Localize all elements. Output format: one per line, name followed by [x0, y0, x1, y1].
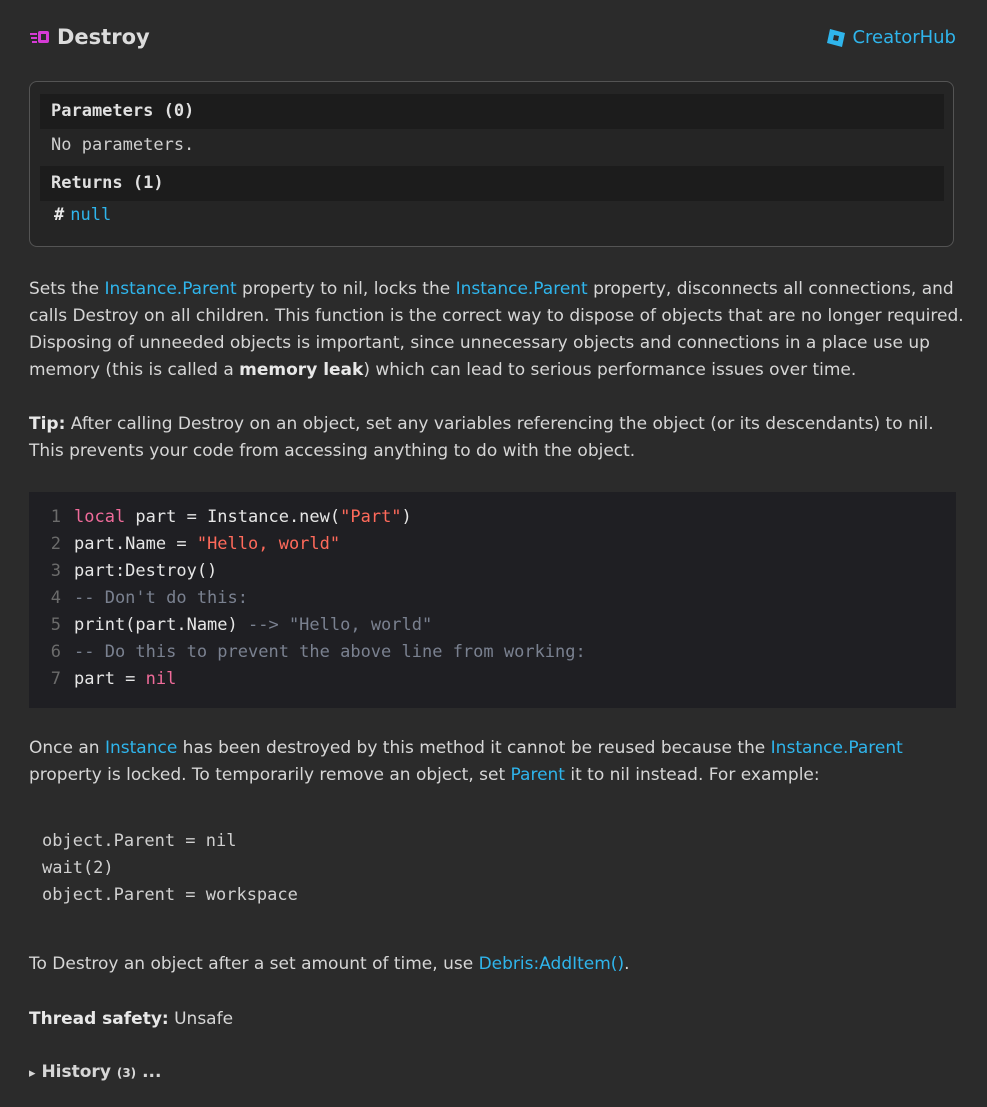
- line-number: 5: [50, 615, 61, 635]
- code-text: part =: [74, 669, 146, 689]
- debris-additem-link[interactable]: Debris:AddItem(): [478, 954, 625, 974]
- code-comment: -- Don't do this:: [74, 588, 248, 608]
- text: Sets the: [29, 279, 105, 299]
- line-number: 1: [50, 507, 61, 527]
- text: it to nil instead. For example:: [564, 765, 820, 785]
- memory-leak-bold: memory leak: [239, 360, 364, 380]
- page-title: Destroy: [57, 25, 150, 49]
- text: property to nil, locks the: [236, 279, 456, 299]
- code-string: "Hello, world": [196, 534, 341, 554]
- creatorhub-link[interactable]: [826, 27, 956, 48]
- code-block: [29, 492, 956, 708]
- debris-paragraph: [29, 951, 964, 978]
- line-number: 7: [50, 669, 61, 689]
- code-text: ): [401, 507, 412, 527]
- code-comment: --> "Hello, world": [248, 615, 433, 635]
- instance-parent-link[interactable]: Instance.Parent: [104, 279, 237, 299]
- line-number: 4: [50, 588, 61, 608]
- code-string: "Part": [340, 507, 402, 527]
- code-text: part.Name =: [74, 534, 197, 554]
- example-code: [42, 828, 298, 909]
- text: property, disconnects all connections, and calls Destroy on all children. This function is the correct way to dispose of objects that are no longer required. Disposing of unneeded objects is important, since unnecessary objects and connections in a place use up memory (this is called a: [29, 279, 964, 380]
- signature-box: [29, 81, 954, 247]
- code-line: [29, 639, 586, 666]
- instance-parent-link[interactable]: Instance.Parent: [455, 279, 588, 299]
- return-value: [54, 205, 111, 225]
- code-text: print(part.Name): [74, 615, 248, 635]
- code-keyword: local: [74, 507, 126, 527]
- description-paragraph: [29, 276, 964, 384]
- code-keyword: nil: [145, 669, 177, 689]
- return-type-link[interactable]: null: [70, 205, 112, 225]
- creatorhub-label: CreatorHub: [852, 27, 956, 48]
- history-ellipsis: ...: [142, 1062, 162, 1082]
- parameters-text: No parameters.: [51, 135, 195, 155]
- history-toggle[interactable]: [29, 1062, 161, 1082]
- thread-safety-label: Thread safety:: [29, 1009, 169, 1029]
- thread-safety-value: Unsafe: [174, 1009, 234, 1029]
- return-hash-symbol: #: [54, 205, 65, 225]
- example-line: wait(2): [42, 858, 114, 878]
- roblox-logo-icon: [826, 28, 846, 48]
- history-label: History: [41, 1062, 111, 1082]
- text: property is locked. To temporarily remove an object, set: [29, 765, 511, 785]
- text: .: [624, 954, 630, 974]
- method-icon: [29, 28, 51, 46]
- parent-link[interactable]: Parent: [510, 765, 565, 785]
- title-wrap: [29, 25, 150, 49]
- thread-safety: [29, 1006, 964, 1033]
- history-count: (3): [116, 1066, 137, 1080]
- line-number: 6: [50, 642, 61, 662]
- line-number: 2: [50, 534, 61, 554]
- code-text: part = Instance.new(: [125, 507, 341, 527]
- header: [29, 25, 956, 55]
- instance-parent-link[interactable]: Instance.Parent: [770, 738, 903, 758]
- code-comment: -- Do this to prevent the above line from working:: [74, 642, 586, 662]
- code-line: [29, 612, 432, 639]
- text: Once an: [29, 738, 105, 758]
- reuse-paragraph: [29, 735, 964, 789]
- text: has been destroyed by this method it cannot be reused because the: [177, 738, 771, 758]
- expand-arrow-icon: ▸: [29, 1066, 36, 1081]
- code-line: [29, 585, 248, 612]
- tip-text: After calling Destroy on an object, set any variables referencing the object (or its descendants) to nil. This prevents your code from accessing anything to do with the object.: [29, 414, 934, 461]
- line-number: 3: [50, 561, 61, 581]
- parameters-header: Parameters (0): [40, 94, 944, 129]
- instance-link[interactable]: Instance: [104, 738, 178, 758]
- returns-header: Returns (1): [40, 166, 944, 201]
- example-line: object.Parent = nil: [42, 831, 237, 851]
- text: To Destroy an object after a set amount of time, use: [29, 954, 479, 974]
- code-line: [29, 558, 217, 585]
- example-line: object.Parent = workspace: [42, 885, 298, 905]
- tip-paragraph: [29, 411, 964, 465]
- code-line: [29, 504, 412, 531]
- tip-label: Tip:: [29, 414, 66, 434]
- text: ) which can lead to serious performance issues over time.: [363, 360, 857, 380]
- code-line: [29, 666, 176, 693]
- code-line: [29, 531, 340, 558]
- code-text: part:Destroy(): [74, 561, 218, 581]
